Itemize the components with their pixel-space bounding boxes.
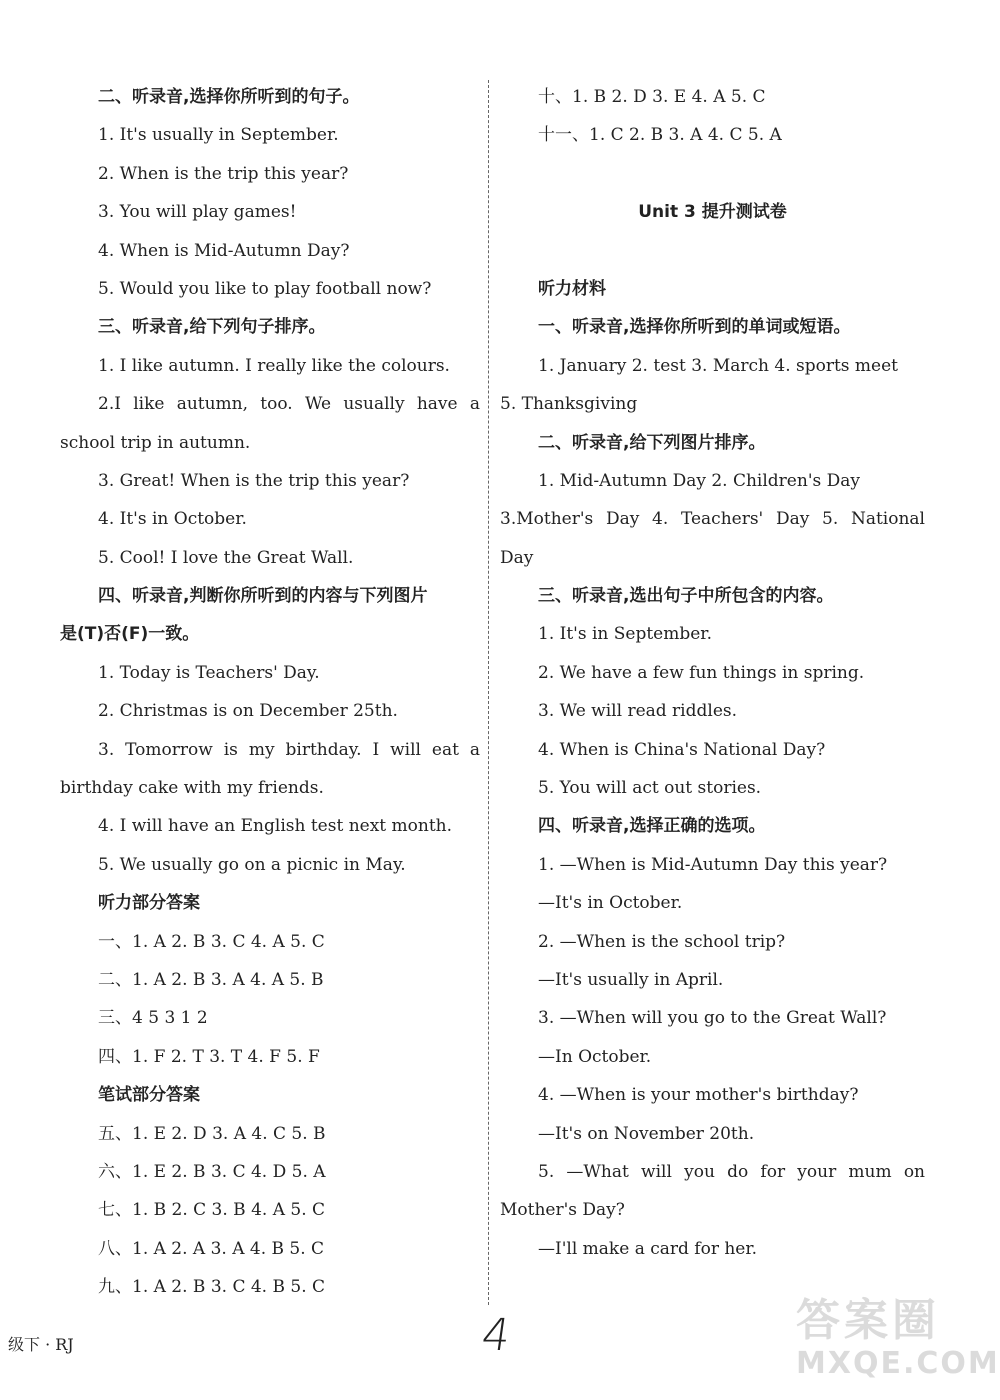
list-item: 5. We usually go on a picnic in May. — [98, 854, 406, 875]
list-item: 2. Christmas is on December 25th. — [98, 701, 398, 722]
column-divider — [488, 80, 489, 1305]
list-item: 3. Great! When is the trip this year? — [98, 470, 410, 491]
list-item: 2. We have a few fun things in spring. — [538, 662, 865, 683]
list-item: 4. I will have an English test next month. — [98, 816, 453, 837]
section-heading: 一、听录音,选择你所听到的单词或短语。 — [538, 317, 851, 338]
watermark-text: 答案圈 — [796, 1295, 940, 1346]
list-item: —It's usually in April. — [538, 969, 724, 990]
list-item: 3. We will read riddles. — [538, 701, 738, 722]
section-heading: 四、听录音,判断你所听到的内容与下列图片 — [98, 586, 428, 607]
left-column — [60, 78, 480, 1307]
list-item: 5. —What will you do for your mum on — [538, 1161, 925, 1182]
list-item: 5. Cool! I love the Great Wall. — [98, 547, 354, 568]
list-item-continued: 3.Mother's Day 4. Teachers' Day 5. National — [500, 509, 925, 530]
list-item: —In October. — [538, 1046, 652, 1067]
list-item: 1. Today is Teachers' Day. — [98, 662, 320, 683]
list-item-continued: birthday cake with my friends. — [60, 778, 324, 799]
list-item: —It's in October. — [538, 893, 683, 914]
list-item: 1. January 2. test 3. March 4. sports meet — [538, 355, 899, 376]
answer-row: 六、1. E 2. B 3. C 4. D 5. A — [98, 1161, 326, 1182]
answer-row: 七、1. B 2. C 3. B 4. A 5. C — [98, 1200, 326, 1221]
section-heading: 笔试部分答案 — [98, 1085, 200, 1106]
list-item: —It's on November 20th. — [538, 1123, 755, 1144]
list-item: 4. —When is your mother's birthday? — [538, 1085, 859, 1106]
right-column — [500, 78, 925, 1268]
answer-row: 十一、1. C 2. B 3. A 4. C 5. A — [538, 125, 782, 146]
answer-row: 五、1. E 2. D 3. A 4. C 5. B — [98, 1123, 326, 1144]
answer-row: 四、1. F 2. T 3. T 4. F 5. F — [98, 1046, 320, 1067]
section-heading: 听力部分答案 — [98, 893, 200, 914]
answer-row: 八、1. A 2. A 3. A 4. B 5. C — [98, 1238, 325, 1259]
list-item: 4. When is Mid-Autumn Day? — [98, 240, 350, 261]
list-item-continued: 5. Thanksgiving — [500, 394, 638, 415]
list-item: 1. —When is Mid-Autumn Day this year? — [538, 854, 888, 875]
list-item: 4. It's in October. — [98, 509, 247, 530]
list-item-continued: school trip in autumn. — [60, 432, 251, 453]
section-heading: 四、听录音,选择正确的选项。 — [538, 816, 766, 837]
list-item: 3. You will play games! — [98, 202, 297, 223]
list-item-continued: Mother's Day? — [500, 1200, 625, 1221]
list-item: —I'll make a card for her. — [538, 1238, 758, 1259]
spacer — [500, 155, 925, 193]
section-heading: 二、听录音,给下列图片排序。 — [538, 432, 766, 453]
list-item: 3. Tomorrow is my birthday. I will eat a — [98, 739, 480, 760]
spacer — [500, 232, 925, 270]
answer-row: 十、1. B 2. D 3. E 4. A 5. C — [538, 87, 766, 107]
section-heading: 三、听录音,选出句子中所包含的内容。 — [538, 586, 834, 607]
list-item: 5. You will act out stories. — [538, 778, 762, 799]
watermark-domain: MXQE.COM — [796, 1346, 1000, 1381]
footer-grade-label: 级下 · RJ — [8, 1335, 74, 1354]
list-item: 2. When is the trip this year? — [98, 163, 349, 184]
answer-row: 一、1. A 2. B 3. C 4. A 5. C — [98, 931, 325, 952]
unit-title: Unit 3 提升测试卷 — [638, 202, 787, 223]
list-item: 1. It's usually in September. — [98, 125, 339, 146]
section-heading: 是(T)否(F)一致。 — [60, 624, 200, 645]
list-item: 4. When is China's National Day? — [538, 739, 826, 760]
list-item: 1. I like autumn. I really like the colours. — [98, 355, 450, 376]
section-heading: 三、听录音,给下列句子排序。 — [98, 317, 326, 338]
list-item: 3. —When will you go to the Great Wall? — [538, 1008, 887, 1029]
section-heading: 二、听录音,选择你所听到的句子。 — [98, 87, 360, 107]
list-item-continued: Day — [500, 547, 534, 568]
section-heading: 听力材料 — [538, 278, 606, 299]
list-item: 5. Would you like to play football now? — [98, 278, 432, 299]
list-item: 2. —When is the school trip? — [538, 931, 786, 952]
answer-row: 九、1. A 2. B 3. C 4. B 5. C — [98, 1277, 326, 1298]
watermark-logo — [796, 1295, 1000, 1396]
list-item: 1. It's in September. — [538, 624, 712, 645]
answer-row: 三、4 5 3 1 2 — [98, 1008, 208, 1029]
page-number: 4 — [478, 1310, 514, 1361]
list-item: 2.I like autumn, too. We usually have a — [98, 394, 480, 415]
list-item: 1. Mid-Autumn Day 2. Children's Day — [538, 470, 860, 491]
answer-row: 二、1. A 2. B 3. A 4. A 5. B — [98, 969, 324, 990]
